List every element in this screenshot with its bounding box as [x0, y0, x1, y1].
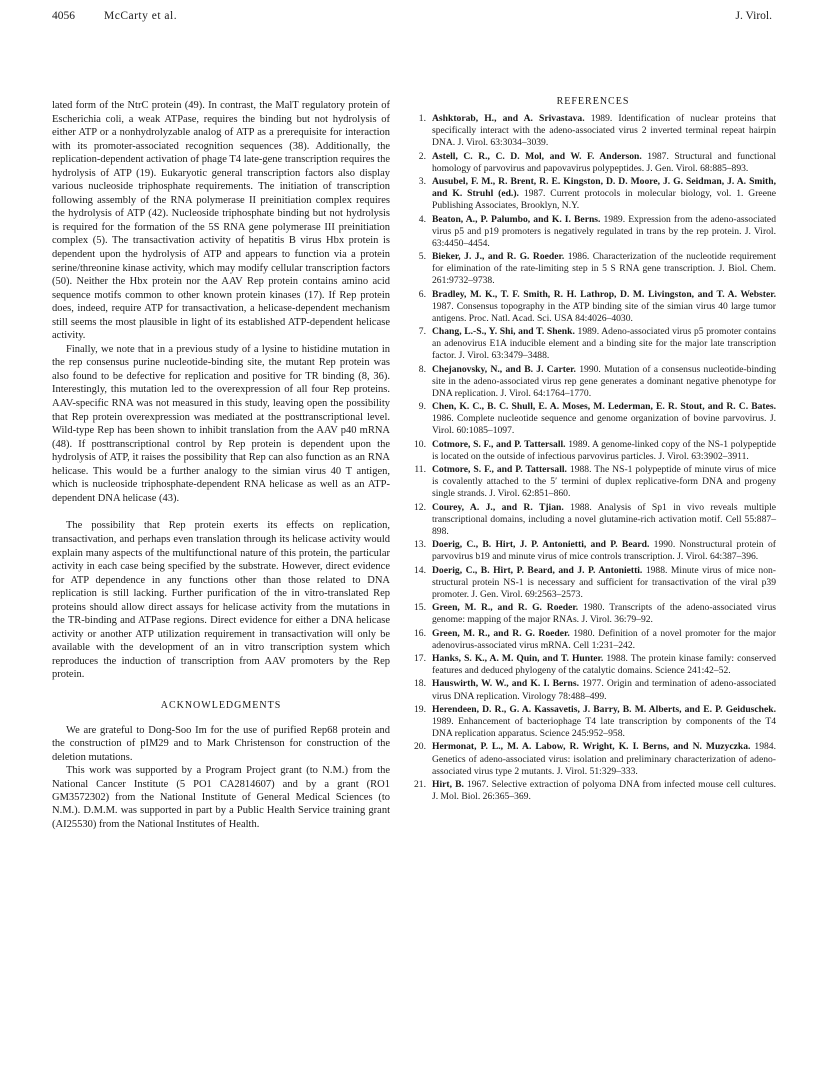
- running-authors: McCarty et al.: [104, 10, 178, 22]
- reference-authors: Green, M. R., and R. G. Roeder.: [432, 602, 579, 614]
- reference-item: [410, 401, 776, 437]
- reference-authors: Doerig, C., B. Hirt, P. Beard, and J. P. Antonietti.: [432, 564, 643, 576]
- reference-text: 1980. Transcripts of the adeno-associated virus genome: mapping of the major RNAs. J. Virol. 36:79–92.: [432, 602, 776, 626]
- reference-text: 1989. A genome-linked copy of the NS-1 polypeptide is located on the outside of infectious parvovirus particles. J. Virol. 63:3902–3911.: [432, 438, 776, 462]
- reference-item: [410, 678, 776, 702]
- reference-item: [410, 704, 776, 740]
- reference-item: [410, 653, 776, 677]
- acknowledgments-paragraph: This work was supported by a Program Project grant (to N.M.) from the National Cancer Institute (5 PO1 CA2814607) and by a grant (RO1 GM3572302) from the National Institute of General Medical Sciences (to N.M.). D.M.M. was supported in part by a Public Health Service training grant (AI25530) from the National Institutes of Health.: [52, 765, 390, 830]
- reference-number: 11.: [414, 464, 426, 476]
- reference-text: 1989. Enhancement of bacteriophage T4 late transcription by components of the T4 DNA replication apparatus. Science 245:952–958.: [432, 716, 776, 740]
- reference-authors: Chejanovsky, N., and B. J. Carter.: [432, 363, 576, 375]
- reference-authors: Chen, K. C., B. C. Shull, E. A. Moses, M. Lederman, E. R. Stout, and R. C. Bates.: [432, 401, 776, 413]
- reference-number: 13.: [414, 539, 426, 551]
- reference-authors: Bieker, J. J., and R. G. Roeder.: [432, 251, 565, 263]
- reference-number: 3.: [418, 175, 426, 187]
- reference-authors: Hirt, B.: [432, 778, 464, 790]
- reference-number: 7.: [418, 326, 426, 338]
- right-column: [410, 96, 777, 804]
- reference-number: 14.: [414, 564, 426, 576]
- reference-text: 1988. The protein kinase family: conserved features and deduced phylogeny of the catalytic domains. Science 241:42–52.: [432, 653, 776, 677]
- body-paragraph: lated form of the NtrC protein (49). In contrast, the MalT regulatory protein of Escherichia coli, a weak ATPase, requires the binding but not hydrolysis of either ATP or a nonhydrolyzable analog of ATP as a prerequisite for interaction with its promoter-associated recognition sequences (38). Additionally, the replication-dependent activation of phage T4 late-gene transcription requires the hydrolysis of ATP (19). Eukaryotic general transcription factors also display various nucleoside triphosphate requirements. The initiation of transcription following assembly of the RNA polymerase II preinitiation complex requires the hydrolysis of ATP (42). Nucleoside triphosphate binding but not hydrolysis is required for the formation of the 5S RNA gene polymerase III preinitiation complex (5). The transactivation activity of hepatitis B virus Hbx protein is dependent upon the hydrolysis of ATP and appears to function via a protein serine/threonine kinase activity, which may modify cellular transcription factors (50). Neither the Hbx protein nor the AAV Rep protein contains amino acid sequence motifs common to other known protein kinases (17). If Rep protein does, indeed, require ATP for transactivation, a helicase-dependent mechanism still seems the most plausible in light of its established ATP-dependent helicase activity.: [52, 100, 390, 342]
- reference-text: 1980. Definition of a novel promoter for the major adenovirus-associated virus mRNA. Cell 1:231–242.: [432, 627, 777, 651]
- reference-text: 1990. Nonstructural protein of parvovirus b19 and minute virus of mice controls transcription. J. Virol. 64:387–396.: [432, 539, 776, 563]
- reference-number: 16.: [414, 627, 426, 639]
- reference-item: [410, 628, 776, 652]
- reference-authors: Cotmore, S. F., and P. Tattersall.: [432, 438, 566, 450]
- reference-item: [410, 326, 776, 362]
- reference-authors: Cotmore, S. F., and P. Tattersall.: [432, 464, 567, 476]
- reference-authors: Hauswirth, W. W., and K. I. Berns.: [432, 678, 579, 690]
- reference-number: 15.: [414, 602, 426, 614]
- reference-text: 1987. Consensus topography in the ATP binding site of the simian virus 40 large tumor antigens. Proc. Natl. Acad. Sci. USA 84:4026–4030.: [432, 300, 776, 324]
- reference-authors: Chang, L.-S., Y. Shi, and T. Shenk.: [432, 326, 575, 338]
- reference-item: [410, 289, 776, 325]
- reference-authors: Ashktorab, H., and A. Srivastava.: [432, 113, 585, 124]
- reference-authors: Courey, A. J., and R. Tjian.: [432, 501, 564, 513]
- reference-number: 17.: [414, 653, 426, 665]
- reference-item: [410, 364, 776, 400]
- reference-authors: Beaton, A., P. Palumbo, and K. I. Berns.: [432, 213, 601, 225]
- reference-list: [410, 113, 776, 803]
- references-heading: REFERENCES: [556, 96, 630, 107]
- reference-authors: Ausubel, F. M., R. Brent, R. E. Kingston, D. D. Moore, J. G. Seidman, J. A. Smith, and K. Struhl (ed.).: [432, 175, 776, 200]
- reference-number: 6.: [418, 288, 426, 300]
- reference-authors: Green, M. R., and R. G. Roeder.: [432, 627, 570, 639]
- body-paragraph: Finally, we note that in a previous study of a lysine to histidine mutation in the rep consensus purine nucleotide-binding site, the mutant Rep protein was also found to be defective for replication and positive for TR binding (8, 36). Interestingly, this mutation led to the overexpression of all four Rep proteins. AAV-specific RNA was not measured in this study, leaving open the possibility that Rep protein overexpression was mediated at the posttranscriptional level. Wild-type Rep has been shown to inhibit translation from the AAV p40 mRNA (48). If posttranscriptional control by Rep protein is dependent upon the hydrolysis of ATP, it raises the possibility that Rep can also function as an RNA helicase. This would be a further analogy to the simian virus 40 T antigen, which is nucleoside triphosphate-dependent RNA helicase as well as an ATP-dependent DNA helicase (43).: [52, 343, 390, 504]
- reference-text: 1990. Mutation of a consensus nucleotide-binding site in the adeno-associated virus rep gene generates a dominant negative phenotype for DNA replication. J. Virol. 64:1764–1770.: [432, 363, 776, 399]
- reference-number: 21.: [414, 778, 426, 790]
- body-paragraph: The possibility that Rep protein exerts its effects on replication, transactivation, and perhaps even translation through its helicase activity would explain many aspects of the multifunctional nature of this protein, the particular activity in each case being specified by the substrate. However, direct evidence for ATP dependence in any functions other than those related to DNA replication is still lacking. Further purification of the in vitro-translated Rep proteins should allow direct assays for helicase activity from the mutations in the TR-binding and ATPase regions. Direct evidence for either a DNA helicase activity or another ATP utilization requirement in transactivation will only be available with the development of an in vitro transcription system which reproduces the induction of transcription from AAV promoters by the Rep protein.: [52, 520, 390, 681]
- reference-item: [410, 439, 776, 463]
- reference-text: 1967. Selective extraction of polyoma DNA from infected mouse cell cultures. J. Mol. Biol. 26:365–369.: [432, 778, 776, 803]
- reference-number: 2.: [418, 150, 426, 162]
- reference-text: 1984. Genetics of adeno-associated virus: isolation and preliminary characterization of adeno-associated virus type 2 mutants. J. Virol. 51:329–333.: [432, 741, 776, 777]
- reference-number: 19.: [414, 703, 426, 715]
- reference-text: 1986. Complete nucleotide sequence and genome organization of bovine parvovirus. J. Virol. 60:1085–1097.: [432, 413, 776, 437]
- reference-text: 1988. Analysis of Sp1 in vivo reveals multiple transcriptional domains, including a novel glutamine-rich activation motif. Cell 55:887–898.: [432, 501, 776, 537]
- left-column: [52, 99, 390, 831]
- reference-text: 1987. Current protocols in molecular biology, vol. 1. Greene Publishing Associates, Brooklyn, N.Y.: [432, 188, 777, 212]
- reference-text: 1989. Adeno-associated virus p5 promoter contains an adenovirus E1A inducible element and a binding site for the major late transcription factor. J. Virol. 63:3479–3488.: [432, 326, 776, 362]
- reference-text: 1988. Minute virus of mice non-structural protein NS-1 is necessary and sufficient for transactivation of the viral p39 promoter. J. Gen. Virol. 69:2563–2573.: [432, 564, 776, 600]
- reference-authors: Herendeen, D. R., G. A. Kassavetis, J. Barry, B. M. Alberts, and E. P. Geiduschek.: [432, 703, 776, 715]
- journal-name: J. Virol.: [735, 10, 772, 22]
- reference-text: 1989. Identification of nuclear proteins that specifically interact with the adeno-associated virus 2 inverted terminal repeat hairpin DNA. J. Virol. 63:3034–3039.: [432, 113, 776, 149]
- running-header: [52, 10, 772, 26]
- reference-item: [410, 565, 776, 601]
- reference-authors: Hanks, S. K., A. M. Quin, and T. Hunter.: [432, 653, 604, 665]
- reference-number: 9.: [418, 401, 426, 413]
- reference-number: 1.: [418, 113, 426, 124]
- reference-item: [410, 251, 776, 287]
- reference-number: 10.: [414, 438, 426, 450]
- page-number: 4056: [52, 10, 75, 22]
- reference-authors: Astell, C. R., C. D. Mol, and W. F. Anderson.: [432, 150, 642, 162]
- reference-item: [410, 214, 776, 250]
- reference-number: 20.: [414, 741, 426, 753]
- reference-number: 12.: [414, 501, 426, 513]
- reference-text: 1988. The NS-1 polypeptide of minute virus of mice is covalently attached to the 5′ termini of duplex replicative-form DNA and progeny single strands. J. Virol. 62:851–860.: [432, 464, 776, 500]
- reference-number: 5.: [418, 251, 426, 263]
- acknowledgments-paragraph: We are grateful to Dong-Soo Im for the use of purified Rep68 protein and the construction of pIM29 and to Mark Christenson for construction of the deletion mutations.: [52, 724, 390, 763]
- reference-item: [410, 539, 776, 563]
- reference-item: [410, 779, 776, 803]
- reference-number: 8.: [418, 363, 426, 375]
- reference-number: 18.: [414, 678, 426, 690]
- reference-item: [410, 502, 776, 538]
- reference-text: 1989. Expression from the adeno-associated virus p5 and p19 promoters is negatively regulated in trans by the rep protein. J. Virol. 63:4450–4454.: [432, 213, 776, 249]
- reference-authors: Hermonat, P. L., M. A. Labow, R. Wright, K. I. Berns, and N. Muzyczka.: [432, 741, 751, 753]
- reference-item: [410, 113, 776, 149]
- reference-item: [410, 176, 776, 212]
- reference-text: 1986. Characterization of the nucleotide requirement for elimination of the rate-limiting step in 5 S RNA gene transcription. J. Biol. Chem. 261:9732–9738.: [432, 251, 776, 287]
- reference-authors: Doerig, C., B. Hirt, J. P. Antonietti, and P. Beard.: [432, 539, 650, 551]
- reference-text: 1987. Structural and functional homology of parvovirus and papovavirus polypeptides. J. Gen. Virol. 68:885–893.: [432, 150, 776, 174]
- reference-item: [410, 151, 776, 175]
- reference-item: [410, 464, 776, 500]
- reference-item: [410, 741, 776, 777]
- reference-authors: Bradley, M. K., T. F. Smith, R. H. Lathrop, D. M. Livingston, and T. A. Webster.: [432, 288, 776, 300]
- reference-text: 1977. Origin and termination of adeno-associated virus DNA replication. Virology 78:488–499.: [432, 678, 776, 702]
- reference-number: 4.: [418, 213, 426, 225]
- reference-item: [410, 602, 776, 626]
- acknowledgments-heading: ACKNOWLEDGMENTS: [160, 699, 282, 711]
